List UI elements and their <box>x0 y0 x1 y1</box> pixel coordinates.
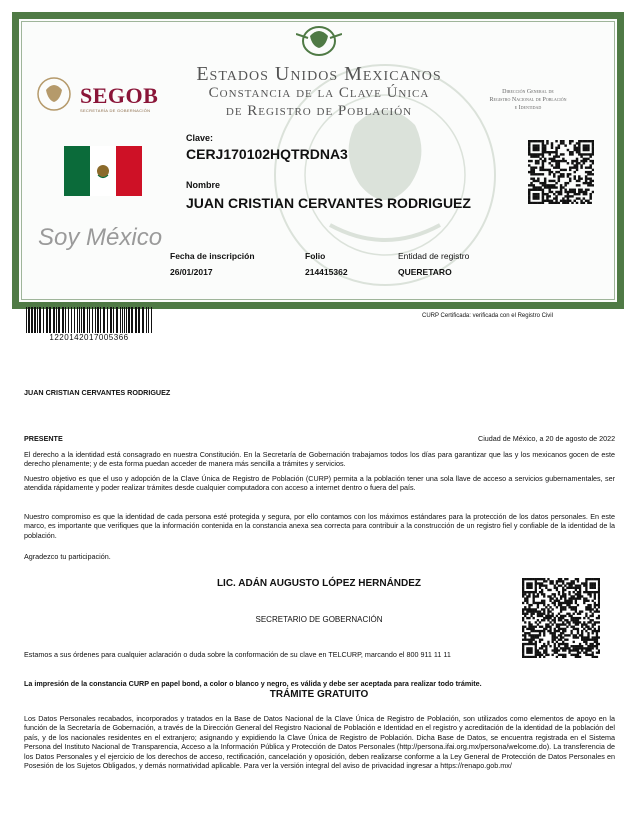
entidad-value: QUERETARO <box>398 267 452 277</box>
curp-certificada-note: CURP Certificada: verificada con el Registro Civil <box>422 313 553 319</box>
privacy-notice: Los Datos Personales recabados, incorporados y tratados en la Base de Datos Nacional de la Clave Única de Registro de Población, son utilizados como elementos de apoyo en la función de la Secretaría de Gobernación, a través de la Dirección General del Registro Nacional de Población e Identidad en el registro y acreditación de la identidad de la población del país, y de los nacionales residentes en el extranjero; asignando y expidiendo la Clave Única de Registro de Población. Dicha Base de Datos, se encuentra registrada en el Sistema Persona del Instituto Nacional de Transparencia, Acceso a la Información Pública y Protección de Datos Personales (http://persona.ifai.org.mx/persona/welcome.do). La transferencia de los Datos Personales y el ejercicio de los derechos de acceso, rectificación, cancelación y oposición, deben realizarse conforme a la Ley General de Protección de Datos Personales en Posesión de los Sujetos Obligados, y demás normatividad aplicable. Para ver la versión integral del aviso de privacidad ingresar a https://renapo.gob.mx/ <box>24 714 615 771</box>
dgr-label <box>468 88 588 112</box>
segob-wordmark: SEGOB <box>80 83 159 108</box>
thanks-line: Agradezco tu participación. <box>24 552 111 561</box>
qr-code-icon <box>528 140 594 204</box>
paragraph-1: El derecho a la identidad está consagrado en nuestra Constitución. En la Secretaría de Gobernación trabajamos todos los días para garantizar que las y los mexicanos gocen de este derecho plenamente; y de esta forma puedan acceder de manera más sencilla a trámites y servicios. <box>24 450 615 469</box>
dgr-line-3: e Identidad <box>514 105 542 111</box>
fecha-value: 26/01/2017 <box>170 267 213 277</box>
barcode-icon <box>24 307 154 333</box>
addressee: JUAN CRISTIAN CERVANTES RODRIGUEZ <box>24 388 171 397</box>
fecha-label: Fecha de inscripción <box>170 251 255 261</box>
soy-mexico-slogan: Soy México <box>38 224 163 251</box>
qr-code-signature-icon <box>522 578 600 658</box>
top-seal-icon <box>296 24 342 58</box>
barcode-number: 1220142017005366 <box>49 333 129 342</box>
folio-value: 214415362 <box>305 267 348 277</box>
title-line-2: Constancia de la Clave Única <box>208 85 430 101</box>
nombre-value: JUAN CRISTIAN CERVANTES RODRIGUEZ <box>186 195 471 211</box>
entidad-label: Entidad de registro <box>398 251 470 261</box>
presente-label: PRESENTE <box>24 434 63 443</box>
nombre-label: Nombre <box>186 180 221 190</box>
signer-name: LIC. ADÁN AUGUSTO LÓPEZ HERNÁNDEZ <box>216 578 422 589</box>
paragraph-2: Nuestro objetivo es que el uso y adopción de la Clave Única de Registro de Población (CURP) permita a la población tener una sola llave de acceso a servicios gubernamentales, ser atendida rápidamente y poder realizar trámites desde cualquier computadora con acceso a internet dentro o fuera del país. <box>24 474 615 493</box>
place-date: Ciudad de México, a 20 de agosto de 2022 <box>478 434 616 443</box>
title-line-1: Estados Unidos Mexicanos <box>196 63 442 85</box>
tramite-gratuito: TRÁMITE GRATUITO <box>269 689 369 700</box>
print-note: La impresión de la constancia CURP en papel bond, a color o blanco y negro, es válida y debe ser aceptada para realizar todo trámite. <box>24 679 482 688</box>
folio-label: Folio <box>305 251 326 261</box>
dgr-line-1: Dirección General de <box>502 89 554 95</box>
dgr-line-2: Registro Nacional de Población <box>489 97 567 103</box>
segob-subtitle: SECRETARÍA DE GOBERNACIÓN <box>80 108 151 113</box>
clave-label: Clave: <box>186 133 214 143</box>
title-line-3: de Registro de Población <box>225 103 413 119</box>
contact-line: Estamos a sus órdenes para cualquier aclaración o duda sobre la conformación de su clave en TELCURP, marcando el 800 911 11 11 <box>24 650 451 659</box>
signer-title: SECRETARIO DE GOBERNACIÓN <box>255 615 383 624</box>
clave-value: CERJ170102HQTRDNA3 <box>186 146 348 162</box>
mexican-flag-icon <box>64 146 142 196</box>
paragraph-3: Nuestro compromiso es que la identidad de cada persona esté protegida y segura, por ello contamos con los máximos estándares para la protección de los datos personales. En este marco, es importante que verifiques que la información contenida en la constancia anexa sea correcta para contribuir a la construcción de un registro fiel y confiable de la identidad de la población. <box>24 512 615 540</box>
